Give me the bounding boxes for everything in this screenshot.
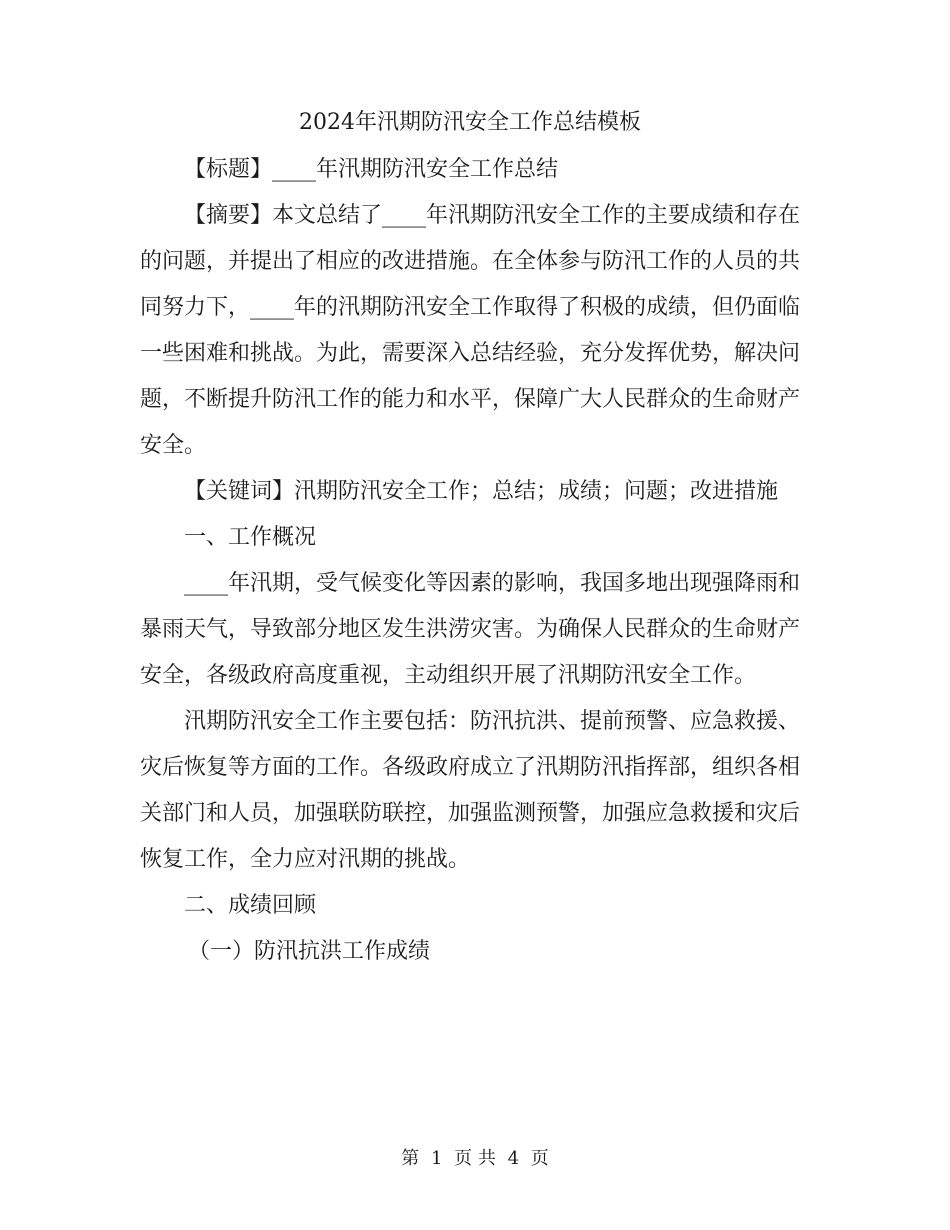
section-heading-achievements: 二、成绩回顾 (184, 893, 317, 918)
footer-suffix: 页 (530, 1148, 549, 1169)
title-line: 【标题】____年汛期防汛安全工作总结 (184, 157, 559, 182)
keywords-paragraph: 【关键词】汛期防汛安全工作；总结；成绩；问题；改进措施 (184, 479, 779, 504)
footer-total-pages: 4 (507, 1148, 520, 1169)
section-heading-overview: 一、工作概况 (184, 525, 317, 550)
document-title: 2024年汛期防汛安全工作总结模板 (299, 110, 641, 135)
footer-prefix: 第 (401, 1148, 420, 1169)
footer-page-number: 1 (430, 1148, 443, 1169)
overview-paragraph-1: ____年汛期，受气候变化等因素的影响，我国多地出现强降雨和暴雨天气，导致部分地区发生洪涝灾害。为确保人民群众的生命财产安全，各级政府高度重视，主动组织开展了汛期防汛安全工作。 (140, 571, 801, 688)
overview-paragraph-2: 汛期防汛安全工作主要包括：防汛抗洪、提前预警、应急救援、灾后恢复等方面的工作。各级政府成立了汛期防汛指挥部，组织各相关部门和人员，加强联防联控，加强监测预警，加强应急救援和灾后恢复工作，全力应对汛期的挑战。 (140, 709, 801, 872)
page-footer (0, 1147, 950, 1171)
subsection-heading-flood-control: （一）防汛抗洪工作成绩 (188, 939, 431, 964)
footer-middle: 页 共 (454, 1148, 496, 1169)
document-body (140, 100, 800, 975)
abstract-paragraph: 【摘要】本文总结了____年汛期防汛安全工作的主要成绩和存在的问题，并提出了相应的改进措施。在全体参与防汛工作的人员的共同努力下，____年的汛期防汛安全工作取得了积极的成绩，但仍面临一些困难和挑战。为此，需要深入总结经验，充分发挥优势，解决问题，不断提升防汛工作的能力和水平，保障广大人民群众的生命财产安全。 (140, 203, 801, 458)
